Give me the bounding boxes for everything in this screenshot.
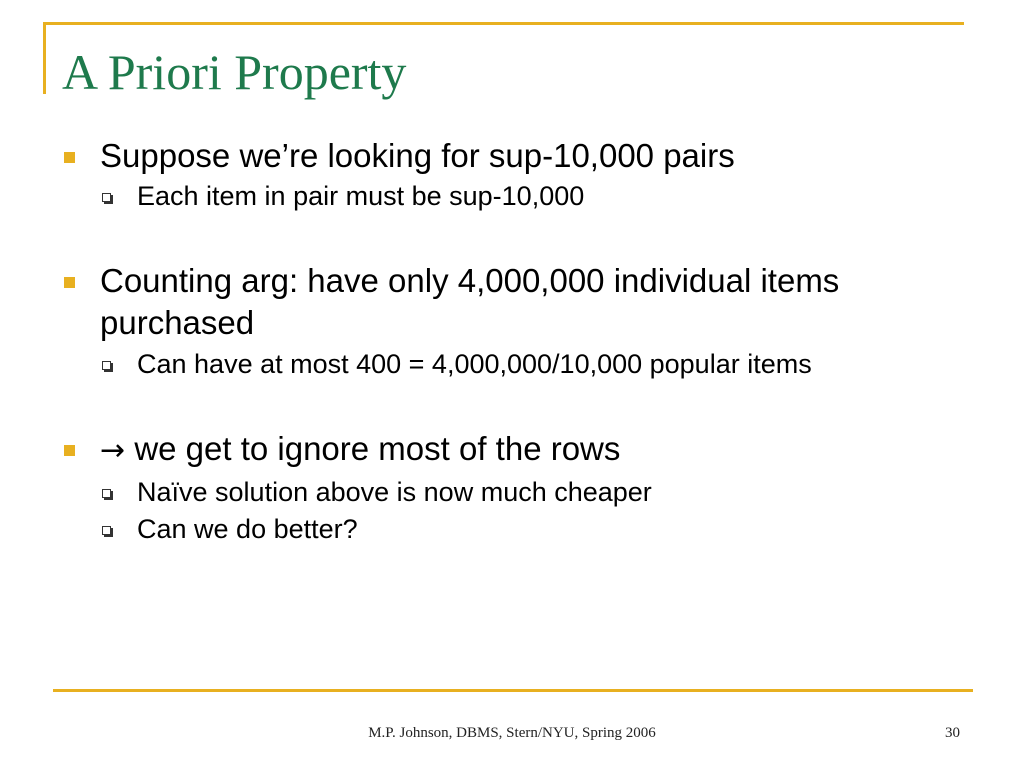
sub-bullet-text: Naïve solution above is now much cheaper <box>137 477 652 507</box>
hollow-square-bullet-icon <box>102 193 111 202</box>
square-bullet-icon <box>64 277 75 288</box>
sub-bullet-text: Can have at most 400 = 4,000,000/10,000 popular items <box>137 349 812 379</box>
sub-bullet-3-2 <box>62 512 942 547</box>
slide-content <box>62 135 942 547</box>
bullet-3 <box>62 428 942 472</box>
right-arrow-icon: → <box>100 433 126 468</box>
square-bullet-icon <box>64 445 75 456</box>
bullet-text: Counting arg: have only 4,000,000 individual items purchased <box>100 262 840 341</box>
sub-bullet-text: Each item in pair must be sup-10,000 <box>137 181 585 211</box>
bullet-text: Suppose we’re looking for sup-10,000 pairs <box>100 137 735 174</box>
bullet-2 <box>62 260 942 344</box>
square-bullet-icon <box>64 152 75 163</box>
hollow-square-bullet-icon <box>102 489 111 498</box>
sub-bullet-1-1 <box>62 179 942 214</box>
sub-bullet-text: Can we do better? <box>137 514 358 544</box>
left-frame-line <box>43 22 46 94</box>
sub-bullet-2-1 <box>62 347 942 382</box>
sub-bullet-3-1 <box>62 475 942 510</box>
bullet-text: we get to ignore most of the rows <box>134 430 621 467</box>
footer-rule <box>53 689 973 692</box>
slide-title: A Priori Property <box>62 44 407 100</box>
top-frame-line <box>44 22 964 25</box>
page-number: 30 <box>945 725 960 741</box>
bullet-1 <box>62 135 942 177</box>
hollow-square-bullet-icon <box>102 526 111 535</box>
footer-text: M.P. Johnson, DBMS, Stern/NYU, Spring 2006 <box>368 725 656 741</box>
hollow-square-bullet-icon <box>102 361 111 370</box>
